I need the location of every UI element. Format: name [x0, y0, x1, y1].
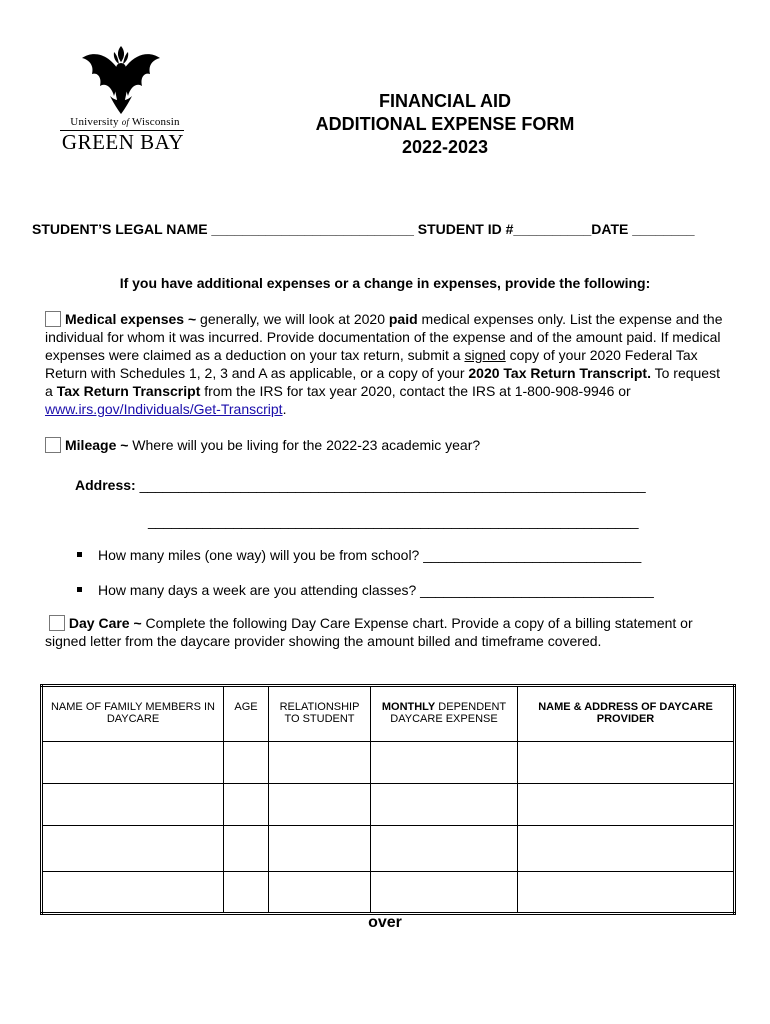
irs-transcript-link[interactable]: www.irs.gov/Individuals/Get-Transcript	[45, 401, 283, 417]
title-line-1: FINANCIAL AID	[379, 91, 511, 111]
mileage-label: Mileage ~	[65, 437, 129, 453]
table-cell[interactable]	[269, 826, 371, 872]
table-row	[42, 742, 735, 784]
table-cell[interactable]	[269, 872, 371, 914]
days-question[interactable]: How many days a week are you attending classes? ______________________________	[77, 582, 654, 598]
table-cell[interactable]	[42, 826, 224, 872]
table-cell[interactable]	[42, 742, 224, 784]
table-cell[interactable]	[224, 742, 269, 784]
table-cell[interactable]	[269, 742, 371, 784]
logo-green-bay-text: GREEN BAY	[61, 130, 185, 154]
student-info-line[interactable]: STUDENT’S LEGAL NAME __________________________ STUDENT ID #__________DATE ________	[32, 221, 695, 237]
phoenix-icon	[80, 44, 162, 116]
table-cell[interactable]	[42, 784, 224, 826]
table-cell[interactable]	[371, 826, 518, 872]
table-cell[interactable]	[224, 784, 269, 826]
mileage-section: Mileage ~ Where will you be living for the 2022-23 academic year?	[45, 436, 735, 454]
daycare-checkbox[interactable]	[49, 615, 65, 631]
table-cell[interactable]	[269, 784, 371, 826]
col-relationship: RELATIONSHIP TO STUDENT	[269, 686, 371, 742]
table-row	[42, 872, 735, 914]
table-cell[interactable]	[371, 742, 518, 784]
table-cell[interactable]	[518, 872, 735, 914]
bullet-icon	[77, 587, 82, 592]
address-line-2[interactable]: _______________________________________________________________	[148, 513, 639, 529]
mileage-checkbox[interactable]	[45, 437, 61, 453]
address-line-1[interactable]: Address: _________________________________________________________________	[75, 477, 646, 493]
table-header-row	[42, 686, 735, 742]
table-cell[interactable]	[518, 826, 735, 872]
medical-expenses-section: Medical expenses ~ generally, we will look at 2020 paid medical expenses only. List the expense and the individual for whom it was incurred. Provide documentation of the expense and of the amount paid. If medical expenses were claimed as a deduction on your tax return, submit a signed copy of your 2020 Federal Tax Return with Schedules 1, 2, 3 and A as applicable, or a copy of your 2020 Tax Return Transcript. To request a Tax Return Transcript from the IRS for tax year 2020, contact the IRS at 1-800-908-9946 or www.irs.gov/Individuals/Get-Transcript.	[45, 311, 723, 417]
bullet-icon	[77, 552, 82, 557]
title-line-3: 2022-2023	[401, 137, 489, 154]
table-cell[interactable]	[371, 784, 518, 826]
table-cell[interactable]	[42, 872, 224, 914]
medical-checkbox[interactable]	[45, 311, 61, 327]
miles-question[interactable]: How many miles (one way) will you be from school? ____________________________	[77, 547, 641, 563]
table-cell[interactable]	[224, 826, 269, 872]
instructions-heading: If you have additional expenses or a change in expenses, provide the following:	[119, 275, 651, 291]
over-footer: over	[368, 914, 402, 931]
table-cell[interactable]	[224, 872, 269, 914]
table-row	[42, 826, 735, 872]
col-family-members: NAME OF FAMILY MEMBERS IN DAYCARE	[42, 686, 224, 742]
table-row	[42, 784, 735, 826]
address-label: Address:	[75, 477, 136, 493]
col-monthly-expense: MONTHLY DEPENDENT DAYCARE EXPENSE	[371, 686, 518, 742]
table-cell[interactable]	[518, 784, 735, 826]
daycare-label: Day Care ~	[68, 615, 142, 631]
table-cell[interactable]	[518, 742, 735, 784]
medical-label: Medical expenses ~	[65, 311, 197, 327]
form-title	[250, 90, 640, 154]
logo-university-text: University of Wisconsin	[70, 116, 180, 128]
university-logo	[56, 44, 196, 154]
daycare-expense-table	[40, 684, 736, 915]
daycare-section: Day Care ~ Complete the following Day Care Expense chart. Provide a copy of a billing statement or signed letter from the daycare provider showing the amount billed and timeframe covered.	[45, 615, 693, 649]
col-age: AGE	[224, 686, 269, 742]
col-provider: NAME & ADDRESS OF DAYCARE PROVIDER	[518, 686, 735, 742]
table-cell[interactable]	[371, 872, 518, 914]
title-line-2: ADDITIONAL EXPENSE FORM	[315, 114, 575, 134]
